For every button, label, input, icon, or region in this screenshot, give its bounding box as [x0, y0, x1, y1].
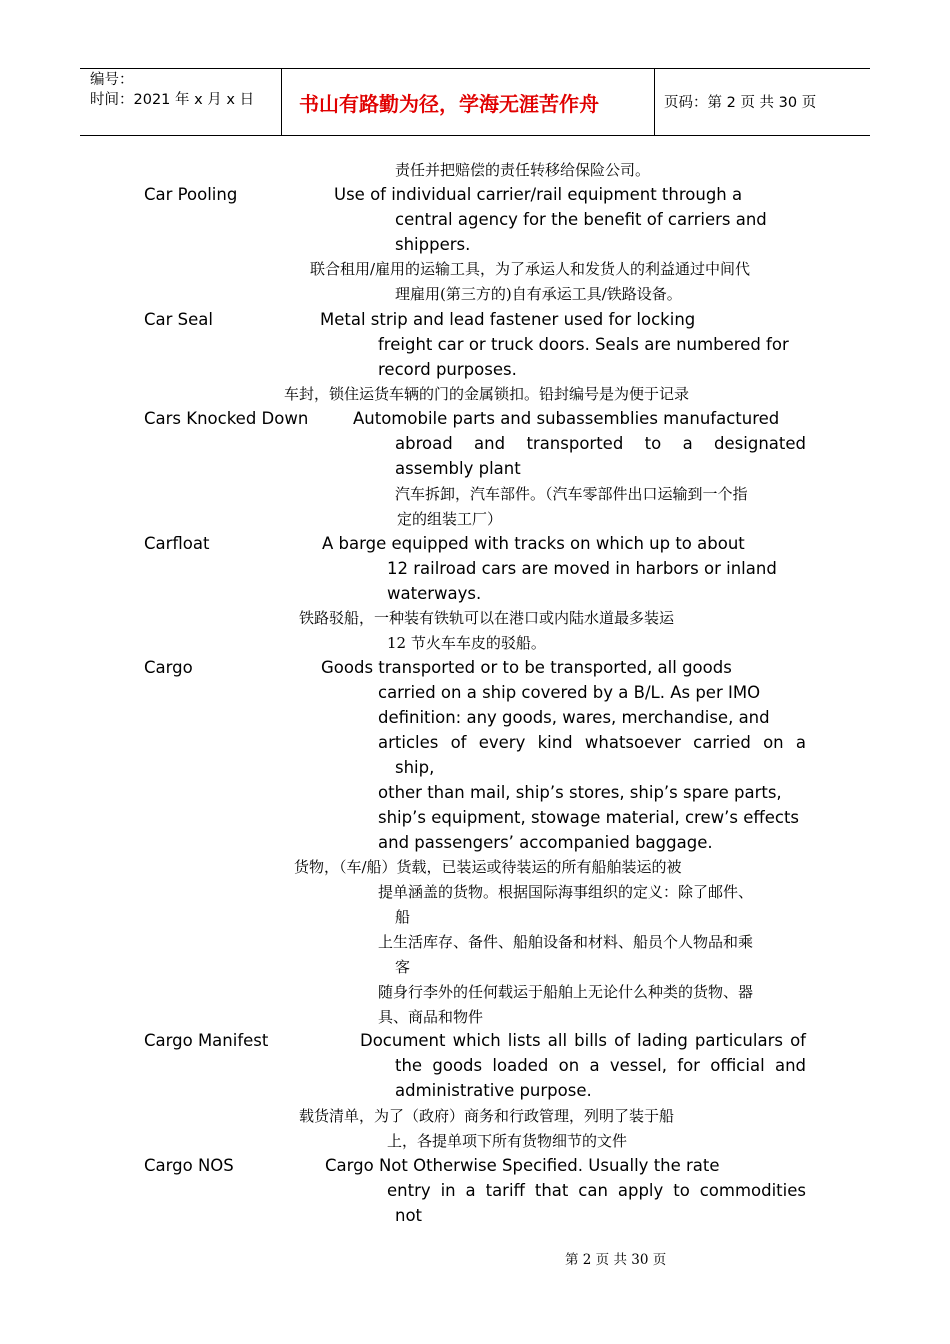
header-time-label: 时间：2021 年 x 月 x 日: [90, 92, 255, 108]
term-cargo-nos: Cargo NOS: [144, 1156, 234, 1175]
definition-en: carried on a ship covered by a B/L. As per IMO: [378, 683, 761, 702]
header-number-label: 编号：: [90, 72, 134, 88]
definition-en: not: [395, 1206, 423, 1225]
header-motto: 书山有路勤为径，学海无涯苦作舟: [299, 92, 599, 116]
definition-cn: 上生活库存、备件、船舶设备和材料、船员个人物品和乘: [378, 933, 754, 951]
definition-cn: 提单涵盖的货物。根据国际海事组织的定义：除了邮件、: [378, 883, 754, 901]
definition-en: freight car or truck doors. Seals are numbered for: [378, 335, 789, 354]
definition-en: other than mail, ship’s stores, ship’s spare parts,: [378, 783, 782, 802]
term-cargo: Cargo: [144, 658, 193, 677]
definition-cn: 汽车拆卸，汽车部件。（汽车零部件出口运输到一个指: [395, 485, 748, 503]
definition-cn: 具、商品和物件: [378, 1008, 484, 1026]
definition-en: abroad and transported to a designated: [395, 434, 806, 453]
page-footer: 第 2 页 共 30 页: [565, 1252, 667, 1268]
term-car-seal: Car Seal: [144, 310, 213, 329]
definition-en: and passengers’ accompanied baggage.: [378, 833, 713, 852]
definition-en: record purposes.: [378, 360, 517, 379]
definition-en: articles of every kind whatsoever carried on a: [378, 733, 806, 752]
definition-cn: 铁路驳船，一种装有铁轨可以在港口或内陆水道最多装运: [299, 609, 675, 627]
header-divider-right: [654, 68, 655, 136]
definition-en: Goods transported or to be transported, all goods: [321, 658, 732, 677]
definition-en: Metal strip and lead fastener used for locking: [320, 310, 696, 329]
definition-en: A barge equipped with tracks on which up to about: [322, 534, 745, 553]
definition-en: central agency for the benefit of carriers and: [395, 210, 767, 229]
definition-en: entry in a tariff that can apply to commodities: [387, 1181, 806, 1200]
definition-en: Cargo Not Otherwise Specified. Usually the rate: [325, 1156, 720, 1175]
definition-cn: 责任并把赔偿的责任转移给保险公司。: [395, 161, 651, 179]
definition-en: Automobile parts and subassemblies manufactured: [353, 409, 780, 428]
definition-en: waterways.: [387, 584, 482, 603]
definition-en: shippers.: [395, 235, 471, 254]
definition-cn: 载货清单，为了（政府）商务和行政管理，列明了装于船: [299, 1107, 675, 1125]
header-page-label: 页码：第 2 页 共 30 页: [664, 95, 817, 111]
definition-cn: 车封，锁住运货车辆的门的金属锁扣。铅封编号是为便于记录: [284, 385, 690, 403]
term-cargo-manifest: Cargo Manifest: [144, 1031, 269, 1050]
definition-cn: 船: [395, 908, 411, 926]
definition-cn: 定的组装工厂）: [397, 510, 503, 528]
definition-cn: 上，各提单项下所有货物细节的文件: [387, 1132, 628, 1150]
term-cars-knocked-down: Cars Knocked Down: [144, 409, 309, 428]
definition-cn: 理雇用(第三方的)自有承运工具/铁路设备。: [395, 285, 682, 303]
definition-en: ship’s equipment, stowage material, crew’s effects: [378, 808, 800, 827]
definition-cn: 货物，（车/船）货载，已装运或待装运的所有船舶装运的被: [294, 858, 682, 876]
term-car-pooling: Car Pooling: [144, 185, 238, 204]
definition-en: the goods loaded on a vessel, for official and: [395, 1056, 806, 1075]
definition-en: Use of individual carrier/rail equipment through a: [334, 185, 743, 204]
header-top-rule: [80, 68, 870, 69]
definition-en: assembly plant: [395, 459, 521, 478]
definition-cn: 客: [395, 958, 411, 976]
definition-en: ship,: [395, 758, 435, 777]
definition-cn: 随身行李外的任何载运于船舶上无论什么种类的货物、器: [378, 983, 754, 1001]
header-bottom-rule: [80, 135, 870, 136]
header-divider-left: [281, 68, 282, 136]
definition-en: definition: any goods, wares, merchandise, and: [378, 708, 770, 727]
definition-cn: 联合租用/雇用的运输工具，为了承运人和发货人的利益通过中间代: [310, 260, 751, 278]
definition-en: administrative purpose.: [395, 1081, 592, 1100]
definition-cn: 12 节火车车皮的驳船。: [387, 634, 546, 652]
term-carfloat: Carfloat: [144, 534, 210, 553]
definition-en: Document which lists all bills of lading particulars of: [360, 1031, 806, 1050]
definition-en: 12 railroad cars are moved in harbors or inland: [387, 559, 777, 578]
